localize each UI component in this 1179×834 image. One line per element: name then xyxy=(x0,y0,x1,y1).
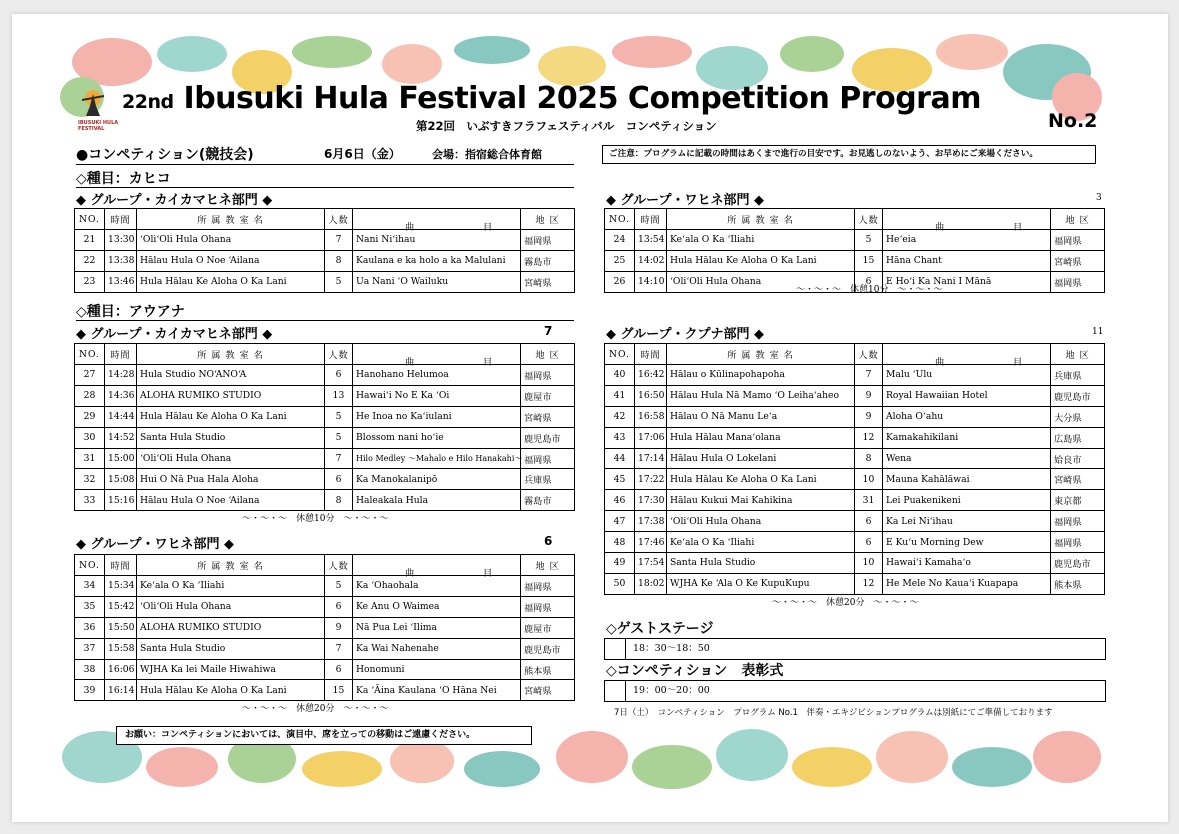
festival-logo xyxy=(78,88,120,132)
program-table-2 xyxy=(604,208,1105,293)
region: 福岡県 xyxy=(521,576,575,597)
member-count: 7 xyxy=(325,230,353,251)
entry-number: 32 xyxy=(75,469,105,490)
column-header: NO. xyxy=(605,209,635,230)
region: 兵庫県 xyxy=(1051,365,1105,386)
column-header xyxy=(883,344,1051,368)
song-title: Royal Hawaiian Hotel xyxy=(883,385,1051,406)
column-header: 時間 xyxy=(635,344,667,365)
song-title: E Kuʻu Morning Dew xyxy=(883,532,1051,553)
column-header-song-suffix: 目 xyxy=(1013,357,1024,368)
program-table-5 xyxy=(604,343,1105,595)
table-row xyxy=(605,573,1105,594)
entry-number: 37 xyxy=(75,638,105,659)
entry-time: 14:02 xyxy=(635,250,667,271)
column-header: 時間 xyxy=(105,209,137,230)
studio-name: Santa Hula Studio xyxy=(137,638,325,659)
program-sheet xyxy=(72,42,1104,777)
song-title: Honomuni xyxy=(353,659,521,680)
column-header: NO. xyxy=(75,209,105,230)
column-header: 所 属 教 室 名 xyxy=(137,344,325,365)
entry-time: 15:08 xyxy=(105,469,137,490)
member-count: 31 xyxy=(855,490,883,511)
group-count-4: 6 xyxy=(544,534,553,548)
song-title: Aloha Oʻahu xyxy=(883,406,1051,427)
entry-number: 38 xyxy=(75,659,105,680)
region: 霧島市 xyxy=(521,490,575,511)
entry-number: 39 xyxy=(75,680,105,701)
member-count: 6 xyxy=(855,511,883,532)
studio-name: Keʻala O Ka ʻIliahi xyxy=(137,576,325,597)
member-count: 7 xyxy=(325,638,353,659)
studio-name: Hui O Nā Pua Hala Aloha xyxy=(137,469,325,490)
entry-number: 46 xyxy=(605,490,635,511)
table-row xyxy=(75,596,575,617)
entry-number: 47 xyxy=(605,511,635,532)
column-header-song-suffix: 目 xyxy=(483,568,494,579)
table-header-row xyxy=(75,344,575,365)
table-row xyxy=(75,230,575,251)
entry-number: 27 xyxy=(75,365,105,386)
member-count: 9 xyxy=(855,406,883,427)
column-header: 人数 xyxy=(325,555,353,576)
column-header: 人数 xyxy=(325,344,353,365)
member-count: 5 xyxy=(325,271,353,292)
song-title: Heʻeia xyxy=(883,230,1051,251)
song-title: Mauna Kahālāwai xyxy=(883,469,1051,490)
entry-time: 14:44 xyxy=(105,406,137,427)
footer-note: 7日（土） コンペティション プログラム No.1 伴奏・エキジビションプログラムは別紙にてご準備しております xyxy=(614,708,1053,718)
member-count: 9 xyxy=(855,385,883,406)
studio-name: Hula Hālau Ke Aloha O Ka Lani xyxy=(137,406,325,427)
column-header: NO. xyxy=(605,344,635,365)
break-note-3: ～・～・～ 休憩20分 ～・～・～ xyxy=(242,704,389,714)
entry-time: 15:58 xyxy=(105,638,137,659)
column-header-song-suffix: 目 xyxy=(1013,222,1024,233)
song-title: Blossom nani hoʻie xyxy=(353,427,521,448)
entry-number: 28 xyxy=(75,385,105,406)
region: 霧島市 xyxy=(521,250,575,271)
studio-name: Hālau Hula O Lokelani xyxy=(667,448,855,469)
table-row xyxy=(75,427,575,448)
song-title: Hāna Chant xyxy=(883,250,1051,271)
song-title: Ka ʻĀina Kaulana ʻO Hāna Nei xyxy=(353,680,521,701)
issue-number: No.2 xyxy=(1048,110,1098,132)
region: 東京都 xyxy=(1051,490,1105,511)
table-row xyxy=(605,469,1105,490)
column-header-song: 曲 xyxy=(405,568,416,579)
column-header: 地 区 xyxy=(521,209,575,230)
table-row xyxy=(75,448,575,469)
member-count: 15 xyxy=(855,250,883,271)
member-count: 6 xyxy=(325,659,353,680)
entry-number: 21 xyxy=(75,230,105,251)
studio-name: Hula Hālau Ke Aloha O Ka Lani xyxy=(137,271,325,292)
song-title: He Mele No Kauaʻi Kuapapa xyxy=(883,573,1051,594)
studio-name: Hula Studio NOʻANOʻA xyxy=(137,365,325,386)
region: 広島県 xyxy=(1051,427,1105,448)
break-note-1: ～・～・～ 休憩10分 ～・～・～ xyxy=(796,285,943,295)
table-row xyxy=(605,532,1105,553)
column-header: 所 属 教 室 名 xyxy=(137,555,325,576)
table-row xyxy=(75,617,575,638)
studio-name: Hula Hālau Ke Aloha O Ka Lani xyxy=(137,680,325,701)
studio-name: ʻOliʻOli Hula Ohana xyxy=(137,448,325,469)
region: 福岡県 xyxy=(1051,511,1105,532)
column-header: 所 属 教 室 名 xyxy=(667,209,855,230)
studio-name: ALOHA RUMIKO STUDIO xyxy=(137,385,325,406)
entry-time: 17:14 xyxy=(635,448,667,469)
table-row xyxy=(605,511,1105,532)
entry-number: 22 xyxy=(75,250,105,271)
table-row xyxy=(75,271,575,292)
entry-time: 17:06 xyxy=(635,427,667,448)
region: 鹿児島市 xyxy=(521,638,575,659)
column-header: 時間 xyxy=(635,209,667,230)
studio-name: Santa Hula Studio xyxy=(667,553,855,574)
hula-dancer-logo-icon xyxy=(78,88,108,118)
studio-name: WJHA Ke ʻAla O Ke KupuKupu xyxy=(667,573,855,594)
studio-name: Hālau Hula O Noe ʻAilana xyxy=(137,490,325,511)
entry-time: 15:42 xyxy=(105,596,137,617)
column-header-song-suffix: 目 xyxy=(483,357,494,368)
table-row xyxy=(605,406,1105,427)
entry-time: 15:50 xyxy=(105,617,137,638)
award-heading: ◇コンペティション 表彰式 xyxy=(606,663,784,679)
table-row xyxy=(605,553,1105,574)
page-title xyxy=(122,82,981,119)
table-row xyxy=(75,385,575,406)
member-count: 5 xyxy=(325,406,353,427)
entry-time: 16:06 xyxy=(105,659,137,680)
table-row xyxy=(75,406,575,427)
region: 大分県 xyxy=(1051,406,1105,427)
member-count: 7 xyxy=(325,448,353,469)
region: 鹿屋市 xyxy=(521,617,575,638)
entry-number: 24 xyxy=(605,230,635,251)
program-table-3 xyxy=(74,343,575,511)
column-header: 地 区 xyxy=(1051,209,1105,230)
entry-time: 17:54 xyxy=(635,553,667,574)
table-row xyxy=(75,365,575,386)
studio-name: ʻOliʻOli Hula Ohana xyxy=(137,230,325,251)
region: 宮崎県 xyxy=(521,406,575,427)
entry-number: 25 xyxy=(605,250,635,271)
entry-number: 29 xyxy=(75,406,105,427)
entry-number: 26 xyxy=(605,271,635,292)
section-rule xyxy=(76,320,574,321)
region: 福岡県 xyxy=(521,448,575,469)
member-count: 13 xyxy=(325,385,353,406)
entry-time: 13:38 xyxy=(105,250,137,271)
entry-time: 18:02 xyxy=(635,573,667,594)
member-count: 12 xyxy=(855,573,883,594)
studio-name: ʻOliʻOli Hula Ohana xyxy=(137,596,325,617)
song-title: Malu ʻUlu xyxy=(883,365,1051,386)
page-subtitle: 第22回 いぶすきフラフェスティバル コンペティション xyxy=(416,119,717,133)
entry-time: 16:50 xyxy=(635,385,667,406)
column-header xyxy=(883,209,1051,233)
competition-date: 6月6日（金） xyxy=(324,147,401,161)
entry-number: 40 xyxy=(605,365,635,386)
table-row xyxy=(605,448,1105,469)
member-count: 10 xyxy=(855,469,883,490)
studio-name: ʻOliʻOli Hula Ohana xyxy=(667,511,855,532)
member-count: 7 xyxy=(855,365,883,386)
column-header: 人数 xyxy=(855,209,883,230)
entry-number: 49 xyxy=(605,553,635,574)
table-header-row xyxy=(605,344,1105,365)
region: 福岡県 xyxy=(521,596,575,617)
column-header: 時間 xyxy=(105,555,137,576)
entry-time: 17:30 xyxy=(635,490,667,511)
song-title: Hawaiʻi Kamahaʻo xyxy=(883,553,1051,574)
region: 鹿児島市 xyxy=(1051,553,1105,574)
song-title: Ka ʻOhaohala xyxy=(353,576,521,597)
title-text: Ibusuki Hula Festival 2025 Competition Program xyxy=(183,81,981,116)
studio-name: Hula Hālau Ke Aloha O Ka Lani xyxy=(667,250,855,271)
guest-stage-time: 18：30～18：50 xyxy=(633,643,710,654)
studio-name: Hālau O Nā Manu Leʻa xyxy=(667,406,855,427)
member-count: 5 xyxy=(325,576,353,597)
member-count: 6 xyxy=(855,532,883,553)
entry-number: 35 xyxy=(75,596,105,617)
studio-name: Hālau Hula Nā Mamo ʻO Leihaʻaheo xyxy=(667,385,855,406)
member-count: 5 xyxy=(855,230,883,251)
table-row xyxy=(75,638,575,659)
column-header: 所 属 教 室 名 xyxy=(667,344,855,365)
studio-name: ʻOliʻOli Hula Ohana xyxy=(667,271,855,292)
song-title: E Hoʻi Ka Nani I Mānā xyxy=(883,271,1051,292)
group-count-3: 7 xyxy=(544,324,553,338)
table-row xyxy=(605,427,1105,448)
competition-venue: 会場：指宿総合体育館 xyxy=(432,148,542,161)
member-count: 12 xyxy=(855,427,883,448)
entry-number: 41 xyxy=(605,385,635,406)
member-count: 15 xyxy=(325,680,353,701)
table-row xyxy=(605,490,1105,511)
member-count: 8 xyxy=(855,448,883,469)
section-heading-auana: ◇種目：アウアナ xyxy=(76,304,185,320)
song-title: Ke Anu O Waimea xyxy=(353,596,521,617)
song-title: Ka Manokalanipō xyxy=(353,469,521,490)
entry-time: 15:00 xyxy=(105,448,137,469)
region: 姶良市 xyxy=(1051,448,1105,469)
entry-number: 42 xyxy=(605,406,635,427)
region: 鹿児島市 xyxy=(1051,385,1105,406)
table-row xyxy=(605,365,1105,386)
studio-name: Hālau Kukui Mai Kahikina xyxy=(667,490,855,511)
entry-number: 36 xyxy=(75,617,105,638)
column-header-song: 曲 xyxy=(405,222,416,233)
entry-time: 13:46 xyxy=(105,271,137,292)
column-header: 所 属 教 室 名 xyxy=(137,209,325,230)
member-count: 8 xyxy=(325,490,353,511)
award-time-box xyxy=(604,680,1106,702)
region: 福岡県 xyxy=(1051,271,1105,292)
guest-stage-heading: ◇ゲストステージ xyxy=(606,621,714,637)
studio-name: Hula Hālau Ke Aloha O Ka Lani xyxy=(667,469,855,490)
member-count: 8 xyxy=(325,250,353,271)
region: 鹿児島市 xyxy=(521,427,575,448)
table-row xyxy=(605,230,1105,251)
studio-name: Hālau o Kūlinapohapoha xyxy=(667,365,855,386)
column-header-song: 曲 xyxy=(405,357,416,368)
entry-time: 16:42 xyxy=(635,365,667,386)
member-count: 6 xyxy=(325,469,353,490)
region: 福岡県 xyxy=(1051,532,1105,553)
group-heading-5: ◆ グループ・クプナ部門 ◆ xyxy=(606,327,765,342)
column-header: 時間 xyxy=(105,344,137,365)
member-count: 6 xyxy=(855,271,883,292)
column-header: 人数 xyxy=(855,344,883,365)
entry-number: 43 xyxy=(605,427,635,448)
song-title: Ka Lei Niʻihau xyxy=(883,511,1051,532)
table-row xyxy=(75,250,575,271)
entry-number: 30 xyxy=(75,427,105,448)
studio-name: Santa Hula Studio xyxy=(137,427,325,448)
member-count: 5 xyxy=(325,427,353,448)
entry-time: 17:38 xyxy=(635,511,667,532)
song-title: He Inoa no Kaʻiulani xyxy=(353,406,521,427)
entry-number: 50 xyxy=(605,573,635,594)
song-title: Ka Wai Nahenahe xyxy=(353,638,521,659)
entry-time: 16:58 xyxy=(635,406,667,427)
column-header: 地 区 xyxy=(1051,344,1105,365)
song-title: Wena xyxy=(883,448,1051,469)
song-title: Ua Nani ʻO Wailuku xyxy=(353,271,521,292)
break-note-4: ～・～・～ 休憩20分 ～・～・～ xyxy=(772,598,919,608)
member-count: 6 xyxy=(325,365,353,386)
song-title: Kaulana e ka holo a ka Malulani xyxy=(353,250,521,271)
region: 宮崎県 xyxy=(1051,250,1105,271)
table-header-row xyxy=(75,209,575,230)
entry-time: 14:10 xyxy=(635,271,667,292)
request-box: お願い：コンペティションにおいては、演目中、席を立っての移動はご遠慮ください。 xyxy=(116,726,532,745)
song-title: Lei Puakenikeni xyxy=(883,490,1051,511)
guest-stage-time-box xyxy=(604,638,1106,660)
column-header xyxy=(353,209,521,233)
section-rule xyxy=(76,187,574,188)
song-title: Nā Pua Lei ʻIlima xyxy=(353,617,521,638)
member-count: 10 xyxy=(855,553,883,574)
entry-time: 17:46 xyxy=(635,532,667,553)
song-title: Nani Niʻihau xyxy=(353,230,521,251)
award-time: 19：00～20：00 xyxy=(633,685,710,696)
table-row xyxy=(75,680,575,701)
region: 鹿屋市 xyxy=(521,385,575,406)
region: 宮崎県 xyxy=(521,680,575,701)
region: 熊本県 xyxy=(1051,573,1105,594)
song-title: Haleakala Hula xyxy=(353,490,521,511)
group-heading-2: ◆ グループ・ワヒネ部門 ◆ xyxy=(606,193,765,208)
entry-time: 14:36 xyxy=(105,385,137,406)
notice-box: ご注意：プログラムに記載の時間はあくまで進行の目安です。お見逃しのないよう、お早めにご来場ください。 xyxy=(602,145,1096,164)
studio-name: Hālau Hula O Noe ʻAilana xyxy=(137,250,325,271)
break-note-2: ～・～・～ 休憩10分 ～・～・～ xyxy=(242,514,389,524)
studio-name: Keʻala O Ka ʻIliahi xyxy=(667,532,855,553)
table-row xyxy=(75,576,575,597)
program-table-1 xyxy=(74,208,575,293)
column-header-song-suffix: 目 xyxy=(483,222,494,233)
entry-time: 15:16 xyxy=(105,490,137,511)
section-heading-kahiko: ◇種目：カヒコ xyxy=(76,171,171,187)
group-count-5: 11 xyxy=(1092,327,1104,337)
region: 宮崎県 xyxy=(521,271,575,292)
studio-name: WJHA Ka lei Maile Hiwahiwa xyxy=(137,659,325,680)
entry-time: 14:52 xyxy=(105,427,137,448)
entry-number: 48 xyxy=(605,532,635,553)
group-heading-3: ◆ グループ・カイカマヒネ部門 ◆ xyxy=(76,327,273,342)
table-row xyxy=(605,250,1105,271)
column-header: NO. xyxy=(75,555,105,576)
program-table-4 xyxy=(74,554,575,701)
group-count-2: 3 xyxy=(1096,193,1102,203)
group-heading-1: ◆ グループ・カイカマヒネ部門 ◆ xyxy=(76,193,273,208)
region: 熊本県 xyxy=(521,659,575,680)
entry-number: 23 xyxy=(75,271,105,292)
entry-number: 44 xyxy=(605,448,635,469)
title-ordinal: 22nd xyxy=(122,91,174,113)
studio-name: ALOHA RUMIKO STUDIO xyxy=(137,617,325,638)
studio-name: Hula Hālau Manaʻolana xyxy=(667,427,855,448)
table-row xyxy=(75,469,575,490)
song-title: Hanohano Helumoa xyxy=(353,365,521,386)
column-header: 地 区 xyxy=(521,344,575,365)
region: 福岡県 xyxy=(1051,230,1105,251)
entry-time: 13:54 xyxy=(635,230,667,251)
column-header: 人数 xyxy=(325,209,353,230)
column-header xyxy=(353,555,521,579)
table-header-row xyxy=(75,555,575,576)
table-row xyxy=(75,490,575,511)
table-row xyxy=(605,385,1105,406)
studio-name: Keʻala O Ka ʻIliahi xyxy=(667,230,855,251)
region: 兵庫県 xyxy=(521,469,575,490)
column-header xyxy=(353,344,521,368)
logo-text: IBUSUKI HULA FESTIVAL xyxy=(78,120,119,132)
song-title: Kamakahikilani xyxy=(883,427,1051,448)
member-count: 9 xyxy=(325,617,353,638)
entry-number: 31 xyxy=(75,448,105,469)
heading-rule xyxy=(76,164,574,165)
region: 福岡県 xyxy=(521,230,575,251)
member-count: 6 xyxy=(325,596,353,617)
entry-time: 14:28 xyxy=(105,365,137,386)
entry-number: 34 xyxy=(75,576,105,597)
song-title: Hilo Medley ～Mahalo e Hilo Hanakahi～ xyxy=(353,448,521,469)
song-title: Hawaiʻi No E Ka ʻOi xyxy=(353,385,521,406)
region: 宮崎県 xyxy=(1051,469,1105,490)
entry-time: 15:34 xyxy=(105,576,137,597)
entry-number: 45 xyxy=(605,469,635,490)
entry-time: 17:22 xyxy=(635,469,667,490)
competition-heading: ●コンペティション(競技会) xyxy=(76,147,254,163)
table-row xyxy=(75,659,575,680)
group-heading-4: ◆ グループ・ワヒネ部門 ◆ xyxy=(76,537,235,552)
column-header-song: 曲 xyxy=(935,357,946,368)
column-header: NO. xyxy=(75,344,105,365)
entry-number: 33 xyxy=(75,490,105,511)
entry-time: 13:30 xyxy=(105,230,137,251)
column-header-song: 曲 xyxy=(935,222,946,233)
entry-time: 16:14 xyxy=(105,680,137,701)
table-header-row xyxy=(605,209,1105,230)
region: 福岡県 xyxy=(521,365,575,386)
column-header: 地 区 xyxy=(521,555,575,576)
